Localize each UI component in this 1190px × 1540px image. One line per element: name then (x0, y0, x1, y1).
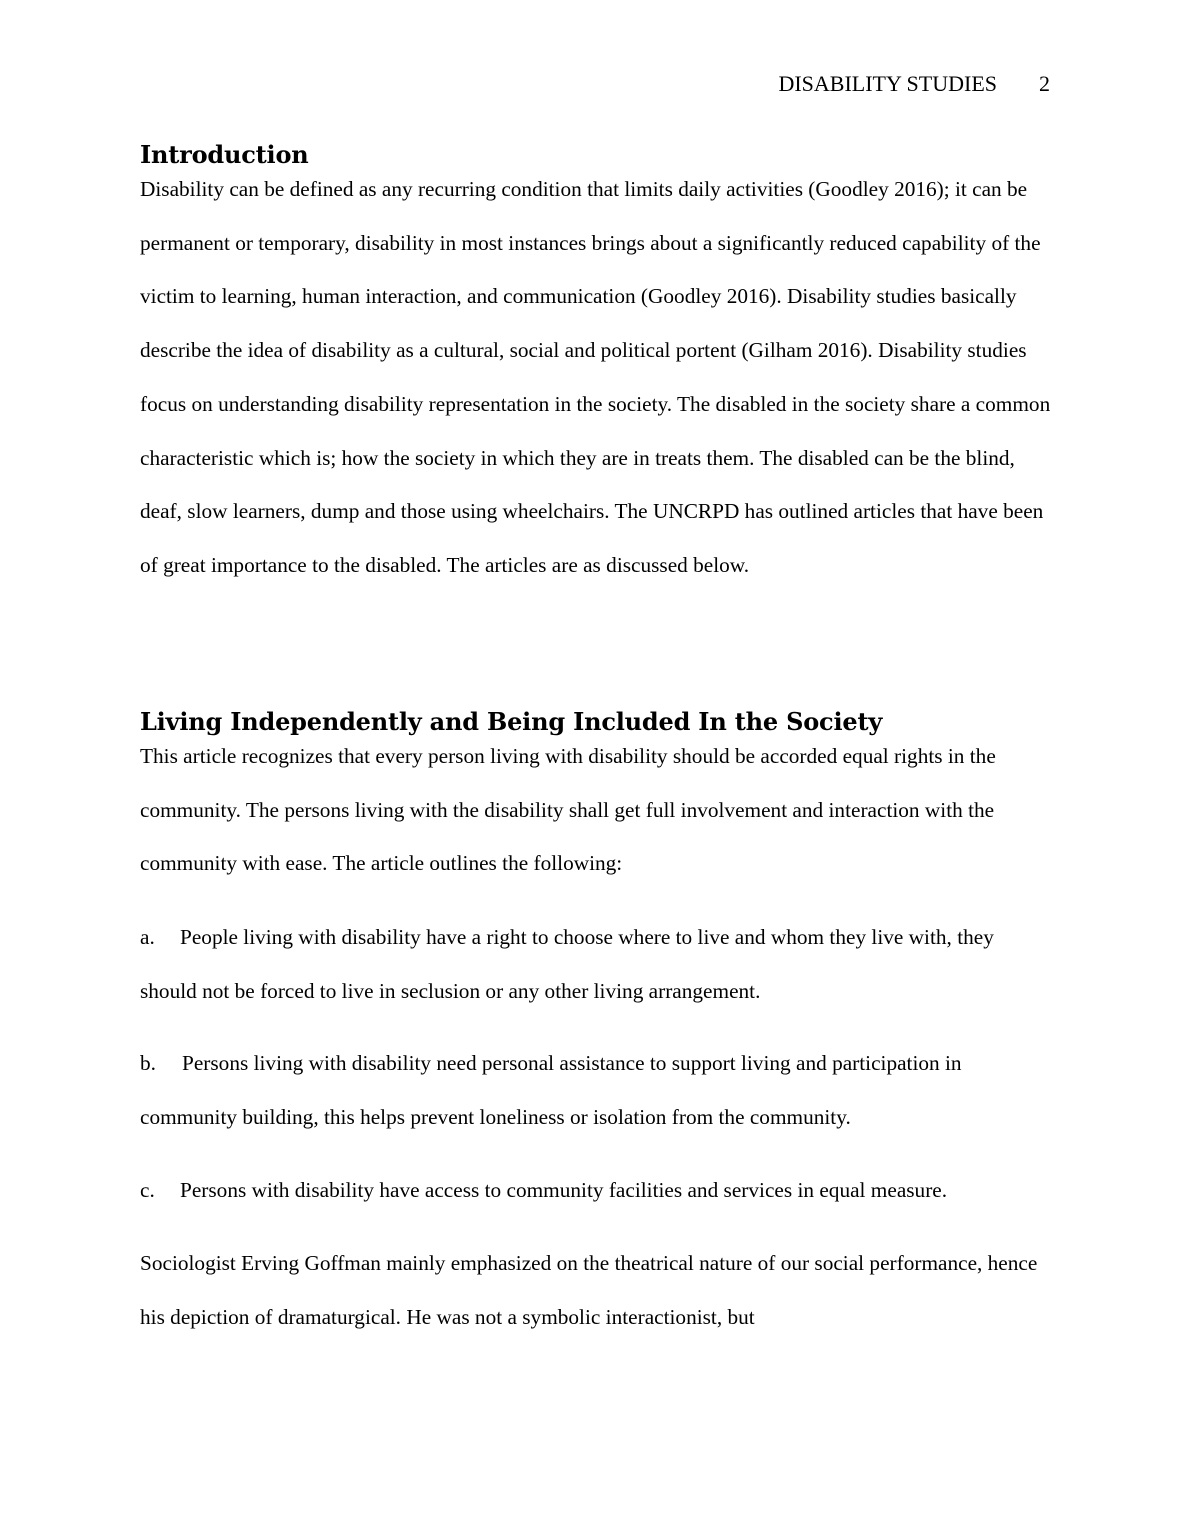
living-heading: Living Independently and Being Included In the Society (140, 707, 883, 736)
running-head (778, 70, 1050, 98)
list-item-b (140, 1037, 1052, 1144)
list-item-text: Persons with disability have access to community facilities and services in equal measure. (180, 1178, 948, 1202)
intro-paragraph: Disability can be defined as any recurring condition that limits daily activities (Goodley 2016); it can be permanent or temporary, disability in most instances brings about a significantly reduced capability of the victim to learning, human interaction, and communication (Goodley 2016). Disability studies basically describe the idea of disability as a cultural, social and political portent (Gilham 2016). Disability studies focus on understanding disability representation in the society. The disabled in the society share a common characteristic which is; how the society in which they are in treats them. The disabled can be the blind, deaf, slow learners, dump and those using wheelchairs. The UNCRPD has outlined articles that have been of great importance to the disabled. The articles are as discussed below. (140, 177, 1051, 577)
page-number: 2 (1039, 71, 1050, 96)
living-paragraph: This article recognizes that every person living with disability should be accorded equal rights in the community. The persons living with the disability shall get full involvement and interaction with the community with ease. The article outlines the following: (140, 744, 996, 876)
list-marker: a. (140, 925, 155, 949)
list-item-c (140, 1164, 1052, 1218)
running-head-title: DISABILITY STUDIES (778, 71, 997, 96)
list-item-text: Persons living with disability need personal assistance to support living and participation in community building, this helps prevent loneliness or isolation from the community. (140, 1051, 962, 1129)
closing-paragraph: Sociologist Erving Goffman mainly emphasized on the theatrical nature of our social performance, hence his depiction of dramaturgical. He was not a symbolic interactionist, but (140, 1251, 1038, 1329)
list-marker: c. (140, 1178, 155, 1202)
intro-heading: Introduction (140, 140, 309, 169)
list-marker: b. (140, 1051, 156, 1075)
list-item-text: People living with disability have a right to choose where to live and whom they live with, they should not be forced to live in seclusion or any other living arrangement. (140, 925, 994, 1003)
list-item-a (140, 911, 1052, 1018)
